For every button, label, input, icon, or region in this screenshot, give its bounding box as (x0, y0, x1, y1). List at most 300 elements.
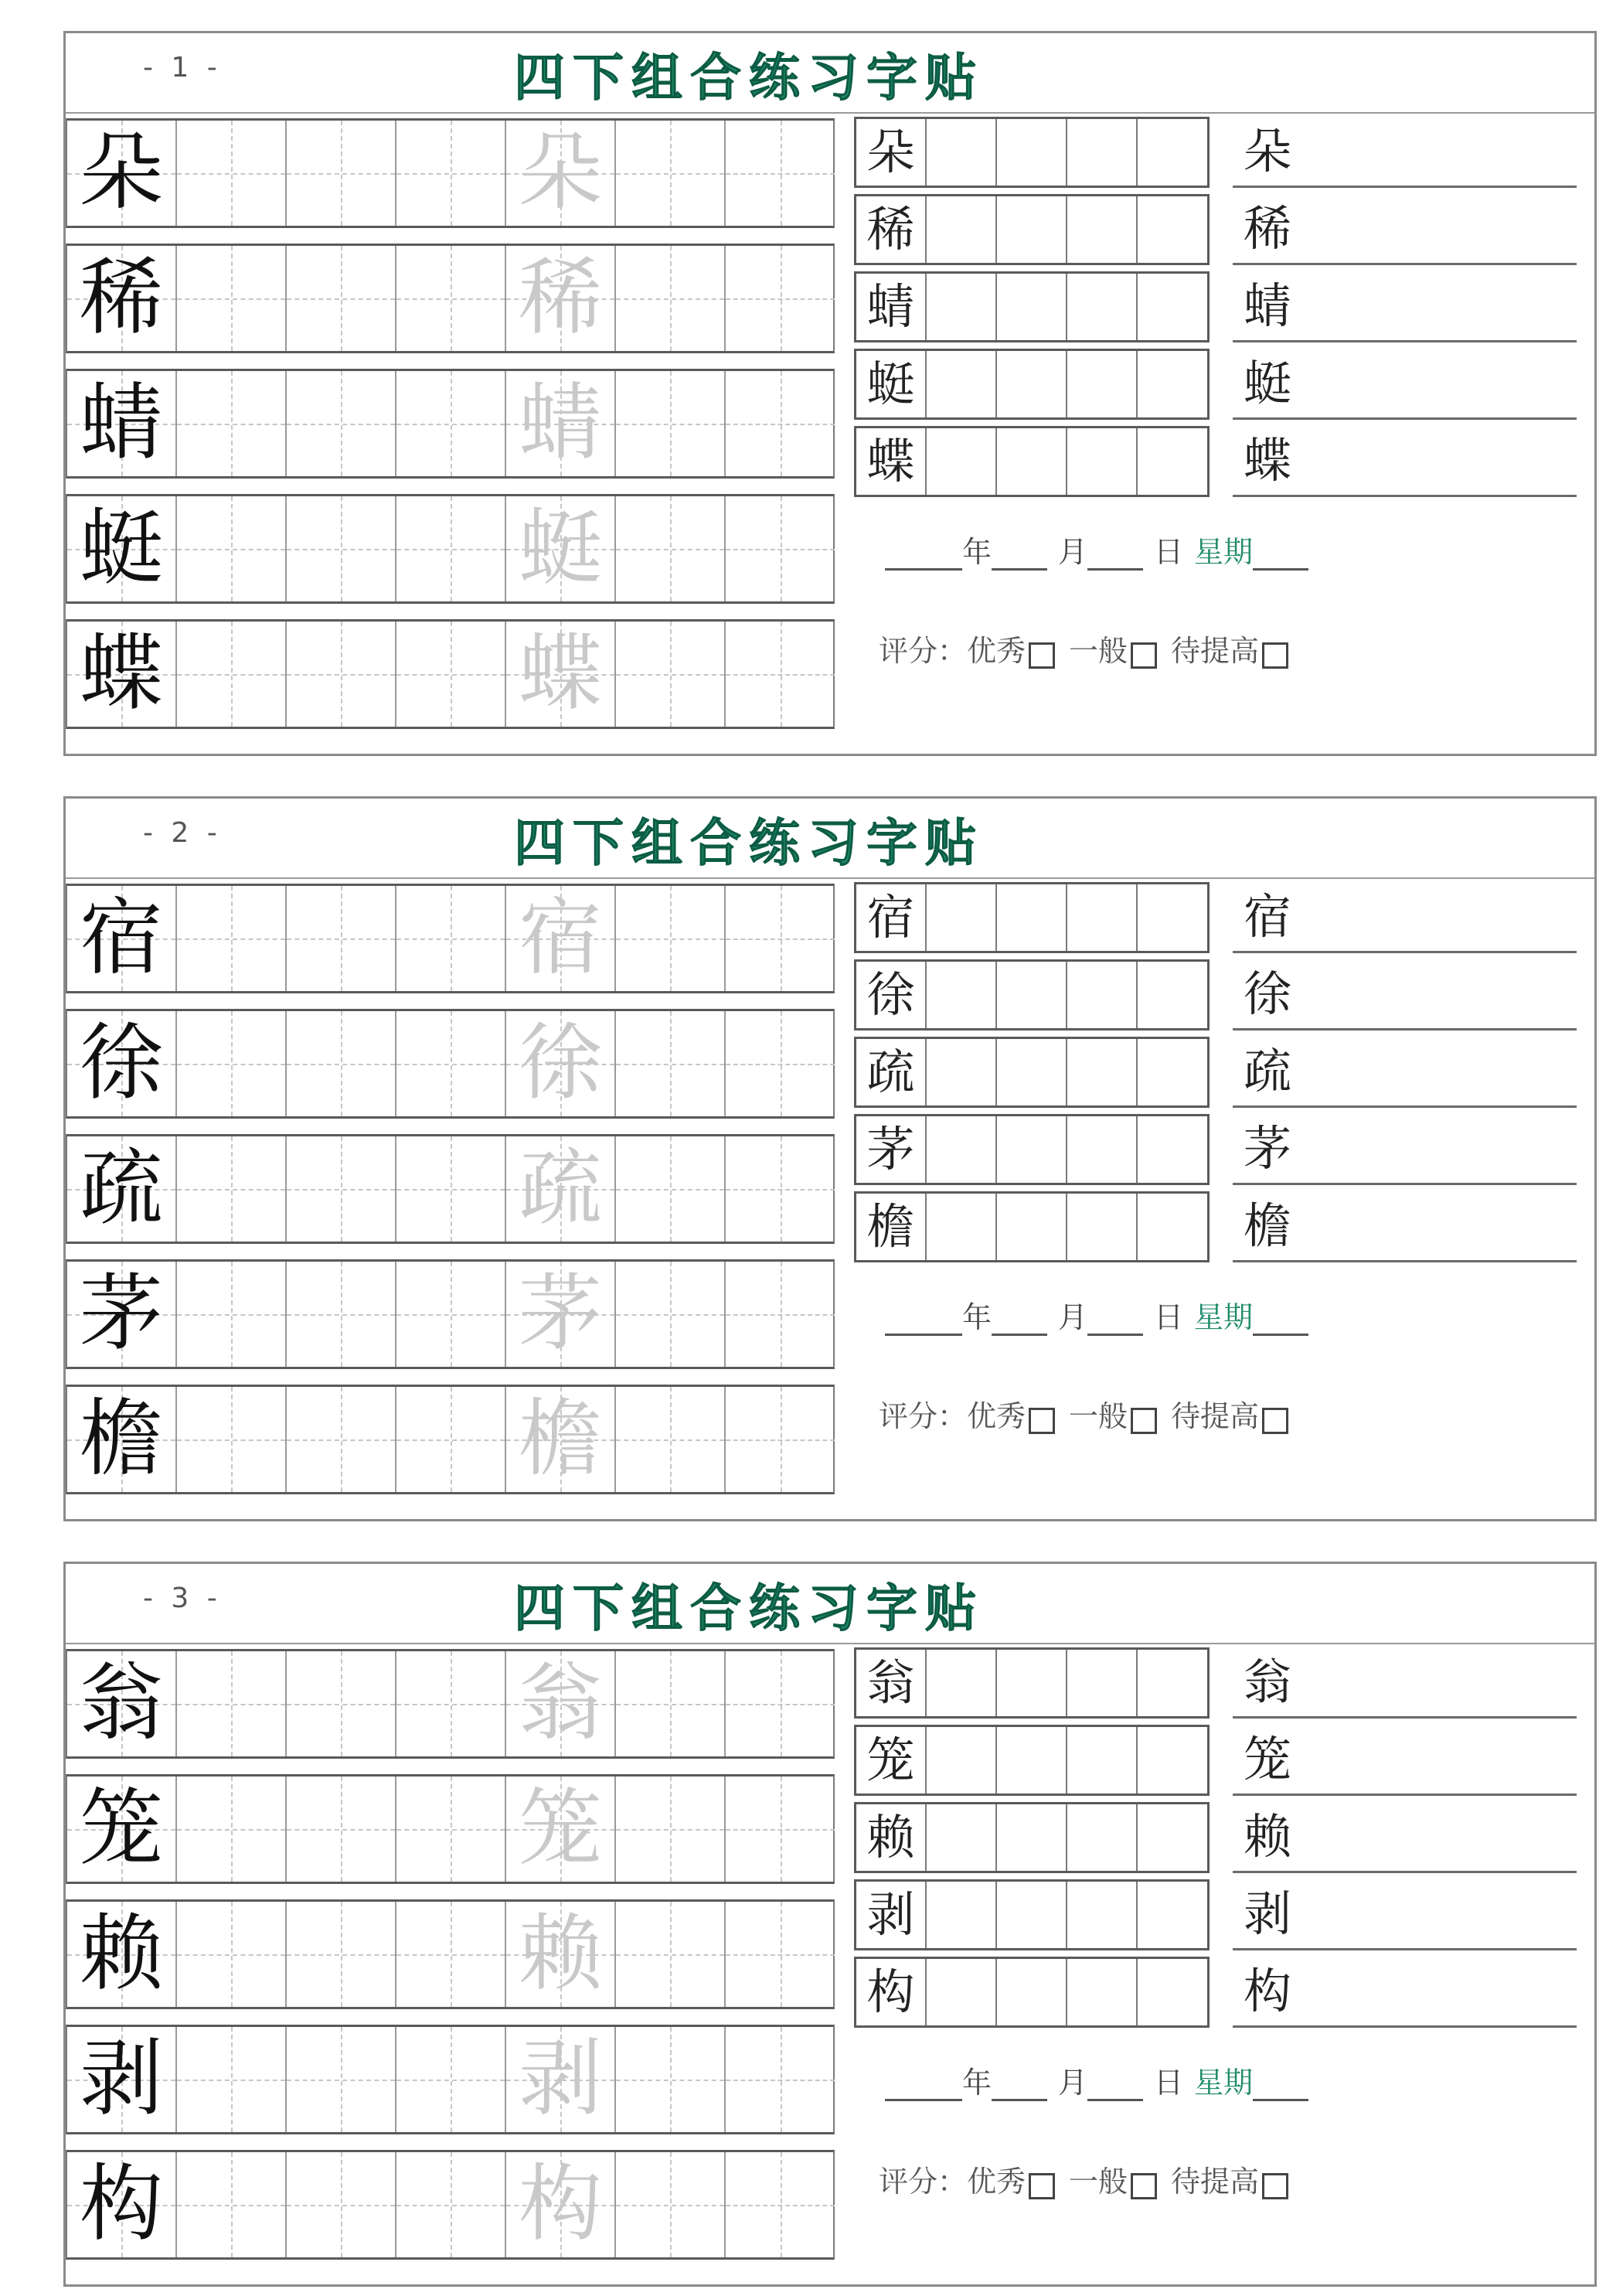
writing-line[interactable] (1233, 1114, 1577, 1185)
improve-label: 待提高 (1171, 634, 1260, 668)
small-blank-cell[interactable] (1067, 962, 1138, 1028)
blank-practice-cell[interactable] (616, 1262, 726, 1367)
trace-char-cell (506, 1387, 616, 1492)
practice-row (66, 1774, 835, 1884)
small-blank-cell[interactable] (927, 1116, 997, 1183)
writing-line[interactable] (1233, 959, 1577, 1030)
month-blank[interactable] (992, 2068, 1047, 2101)
small-grid-row (854, 426, 1210, 497)
practice-row (66, 1385, 835, 1494)
small-model-cell (856, 1804, 927, 1871)
blank-practice-cell[interactable] (177, 1902, 287, 2007)
blank-practice-cell[interactable] (396, 1902, 506, 2007)
blank-practice-cell[interactable] (616, 1902, 726, 2007)
weekday-blank[interactable] (1253, 2068, 1308, 2101)
blank-practice-cell[interactable] (177, 121, 287, 226)
blank-practice-cell[interactable] (616, 2152, 726, 2257)
small-blank-cell[interactable] (997, 1882, 1067, 1948)
model-char-cell (67, 1902, 177, 2007)
blank-practice-cell[interactable] (726, 1651, 835, 1756)
small-model-cell (856, 428, 927, 495)
blank-practice-cell[interactable] (616, 1136, 726, 1242)
model-char-cell (67, 1262, 177, 1367)
small-blank-cell[interactable] (927, 884, 997, 951)
writing-line-character: 蜻 (1244, 278, 1292, 334)
score-label: 评分： (879, 634, 968, 668)
small-blank-cell[interactable] (927, 1804, 997, 1871)
writing-line-character: 茅 (1244, 1120, 1292, 1177)
blank-practice-cell[interactable] (177, 2027, 287, 2132)
month-label: 月 (1058, 2066, 1088, 2100)
day-blank[interactable] (1087, 537, 1143, 571)
practice-row (66, 1259, 835, 1369)
small-model-cell (856, 274, 927, 340)
practice-row (66, 244, 835, 353)
small-blank-cell[interactable] (1067, 196, 1138, 263)
model-character: 构 (79, 2156, 163, 2253)
improve-checkbox[interactable] (1262, 642, 1288, 669)
small-model-character: 笼 (866, 1732, 915, 1788)
month-blank[interactable] (992, 537, 1047, 571)
small-model-character: 朵 (866, 124, 915, 180)
small-model-cell (856, 351, 927, 417)
excellent-label: 优秀 (967, 634, 1026, 668)
small-blank-cell[interactable] (1138, 351, 1207, 417)
trace-character: 徐 (518, 1015, 602, 1112)
trace-character: 蝶 (518, 625, 602, 722)
blank-practice-cell[interactable] (726, 1902, 835, 2007)
blank-practice-cell[interactable] (177, 622, 287, 727)
model-character: 蜻 (79, 375, 163, 472)
writing-line-character: 檐 (1244, 1197, 1292, 1254)
blank-practice-cell[interactable] (177, 2152, 287, 2257)
blank-practice-cell[interactable] (616, 1777, 726, 1882)
small-blank-cell[interactable] (997, 1804, 1067, 1871)
date-line (885, 2059, 1308, 2101)
small-grid-row (854, 882, 1210, 953)
improve-checkbox[interactable] (1262, 1408, 1288, 1434)
title-divider (66, 1643, 1594, 1644)
blank-practice-cell[interactable] (616, 2027, 726, 2132)
blank-practice-cell[interactable] (287, 371, 396, 476)
small-blank-cell[interactable] (997, 196, 1067, 263)
blank-practice-cell[interactable] (616, 371, 726, 476)
excellent-checkbox[interactable] (1029, 2173, 1055, 2199)
improve-label: 待提高 (1171, 1399, 1260, 1433)
blank-practice-cell[interactable] (726, 886, 835, 991)
small-blank-cell[interactable] (1138, 1727, 1207, 1794)
blank-practice-cell[interactable] (726, 1136, 835, 1242)
small-grid-row (854, 1037, 1210, 1108)
section-title: 四下组合练习字贴 (514, 1579, 984, 1638)
writing-line[interactable] (1233, 117, 1577, 188)
writing-line[interactable] (1233, 1647, 1577, 1719)
average-checkbox[interactable] (1131, 642, 1157, 669)
small-blank-cell[interactable] (927, 962, 997, 1028)
small-blank-cell[interactable] (1067, 1116, 1138, 1183)
blank-practice-cell[interactable] (726, 622, 835, 727)
blank-practice-cell[interactable] (616, 1011, 726, 1116)
writing-line[interactable] (1233, 882, 1577, 953)
trace-character: 蜻 (518, 375, 602, 472)
small-blank-cell[interactable] (997, 962, 1067, 1028)
blank-practice-cell[interactable] (287, 1902, 396, 2007)
trace-character: 朵 (518, 124, 602, 221)
small-blank-cell[interactable] (927, 1727, 997, 1794)
weekday-blank[interactable] (1253, 537, 1308, 571)
model-char-cell (67, 886, 177, 991)
blank-practice-cell[interactable] (287, 246, 396, 351)
blank-practice-cell[interactable] (396, 496, 506, 601)
practice-row (66, 2150, 835, 2260)
model-char-cell (67, 2027, 177, 2132)
small-blank-cell[interactable] (1138, 1039, 1207, 1105)
year-blank[interactable] (885, 537, 962, 571)
small-grid-row (854, 1725, 1210, 1796)
practice-row (66, 2025, 835, 2134)
model-char-cell (67, 246, 177, 351)
blank-practice-cell[interactable] (177, 1651, 287, 1756)
trace-char-cell (506, 371, 616, 476)
small-blank-cell[interactable] (997, 884, 1067, 951)
day-blank[interactable] (1087, 1303, 1143, 1336)
writing-line[interactable] (1233, 1191, 1577, 1262)
small-model-character: 构 (866, 1964, 915, 2020)
trace-char-cell (506, 2027, 616, 2132)
small-blank-cell[interactable] (1138, 1650, 1207, 1716)
small-blank-cell[interactable] (997, 1116, 1067, 1183)
practice-row (66, 118, 835, 228)
model-char-cell (67, 1387, 177, 1492)
blank-practice-cell[interactable] (396, 2152, 506, 2257)
small-blank-cell[interactable] (1067, 1727, 1138, 1794)
small-grid-row (854, 1957, 1210, 2028)
small-blank-cell[interactable] (1138, 1882, 1207, 1948)
section-number: - 1 - (143, 52, 222, 83)
small-blank-cell[interactable] (997, 1194, 1067, 1260)
day-label: 日 (1154, 535, 1184, 569)
average-label: 一般 (1069, 1399, 1128, 1433)
small-blank-cell[interactable] (1067, 884, 1138, 951)
writing-line[interactable] (1233, 1957, 1577, 2028)
small-blank-cell[interactable] (1138, 428, 1207, 495)
blank-practice-cell[interactable] (726, 2152, 835, 2257)
small-blank-cell[interactable] (1138, 1804, 1207, 1871)
small-grid-row (854, 1647, 1210, 1719)
small-grid-row (854, 349, 1210, 420)
year-label: 年 (962, 1300, 992, 1334)
writing-line[interactable] (1233, 1037, 1577, 1108)
trace-char-cell (506, 1651, 616, 1756)
day-blank[interactable] (1087, 2068, 1143, 2101)
month-label: 月 (1058, 535, 1088, 569)
worksheet-section (63, 796, 1597, 1521)
model-character: 剥 (79, 2031, 163, 2127)
small-blank-cell[interactable] (927, 274, 997, 340)
blank-practice-cell[interactable] (616, 886, 726, 991)
small-blank-cell[interactable] (1138, 274, 1207, 340)
blank-practice-cell[interactable] (396, 886, 506, 991)
model-char-cell (67, 622, 177, 727)
small-blank-cell[interactable] (927, 1882, 997, 1948)
blank-practice-cell[interactable] (177, 246, 287, 351)
improve-label: 待提高 (1171, 2165, 1260, 2199)
score-line (879, 2158, 1302, 2200)
blank-practice-cell[interactable] (287, 1777, 396, 1882)
small-blank-cell[interactable] (997, 351, 1067, 417)
small-model-character: 蝶 (866, 433, 915, 489)
model-character: 徐 (79, 1015, 163, 1112)
blank-practice-cell[interactable] (396, 1262, 506, 1367)
blank-practice-cell[interactable] (616, 121, 726, 226)
small-blank-cell[interactable] (1138, 1116, 1207, 1183)
writing-line-character: 蝶 (1244, 432, 1292, 489)
blank-practice-cell[interactable] (287, 886, 396, 991)
model-character: 蜓 (79, 500, 163, 597)
model-character: 檐 (79, 1391, 163, 1487)
writing-line[interactable] (1233, 194, 1577, 265)
blank-practice-cell[interactable] (726, 1387, 835, 1492)
year-blank[interactable] (885, 2068, 962, 2101)
score-line (879, 627, 1302, 669)
blank-practice-cell[interactable] (616, 1651, 726, 1756)
trace-character: 檐 (518, 1391, 602, 1487)
date-line (885, 528, 1308, 571)
blank-practice-cell[interactable] (177, 496, 287, 601)
small-blank-cell[interactable] (1138, 884, 1207, 951)
small-blank-cell[interactable] (997, 1727, 1067, 1794)
blank-practice-cell[interactable] (396, 1136, 506, 1242)
small-blank-cell[interactable] (1138, 1959, 1207, 2025)
blank-practice-cell[interactable] (177, 1262, 287, 1367)
blank-practice-cell[interactable] (287, 622, 396, 727)
model-character: 蝶 (79, 625, 163, 722)
writing-line[interactable] (1233, 426, 1577, 497)
small-blank-cell[interactable] (927, 1194, 997, 1260)
weekday-label: 星期 (1194, 1300, 1254, 1334)
weekday-label: 星期 (1194, 2066, 1254, 2100)
small-model-cell (856, 1194, 927, 1260)
blank-practice-cell[interactable] (616, 622, 726, 727)
blank-practice-cell[interactable] (726, 1011, 835, 1116)
blank-practice-cell[interactable] (396, 1387, 506, 1492)
writing-line[interactable] (1233, 271, 1577, 342)
small-blank-cell[interactable] (927, 428, 997, 495)
small-grid-row (854, 959, 1210, 1030)
blank-practice-cell[interactable] (396, 1651, 506, 1756)
blank-practice-cell[interactable] (396, 121, 506, 226)
blank-practice-cell[interactable] (287, 1011, 396, 1116)
blank-practice-cell[interactable] (396, 2027, 506, 2132)
small-blank-cell[interactable] (1067, 1650, 1138, 1716)
small-blank-cell[interactable] (927, 119, 997, 186)
trace-char-cell (506, 496, 616, 601)
small-model-character: 徐 (866, 966, 915, 1023)
writing-line[interactable] (1233, 1802, 1577, 1873)
small-blank-cell[interactable] (997, 1650, 1067, 1716)
small-blank-cell[interactable] (997, 119, 1067, 186)
month-blank[interactable] (992, 1303, 1047, 1336)
small-blank-cell[interactable] (927, 196, 997, 263)
section-title: 四下组合练习字贴 (514, 813, 984, 873)
trace-character: 构 (518, 2156, 602, 2253)
blank-practice-cell[interactable] (396, 371, 506, 476)
small-blank-cell[interactable] (927, 1650, 997, 1716)
blank-practice-cell[interactable] (177, 886, 287, 991)
blank-practice-cell[interactable] (726, 1777, 835, 1882)
blank-practice-cell[interactable] (396, 1777, 506, 1882)
small-model-cell (856, 1959, 927, 2025)
score-label: 评分： (879, 2165, 968, 2199)
model-character: 赖 (79, 1906, 163, 2002)
blank-practice-cell[interactable] (616, 246, 726, 351)
trace-char-cell (506, 1262, 616, 1367)
writing-line[interactable] (1233, 1879, 1577, 1950)
small-model-character: 剥 (866, 1886, 915, 1943)
writing-line-character: 蜓 (1244, 355, 1292, 411)
trace-char-cell (506, 1777, 616, 1882)
title-divider (66, 877, 1594, 879)
small-model-character: 赖 (866, 1809, 915, 1865)
blank-practice-cell[interactable] (726, 371, 835, 476)
practice-row (66, 1899, 835, 2009)
writing-line[interactable] (1233, 1725, 1577, 1796)
year-blank[interactable] (885, 1303, 962, 1336)
small-blank-cell[interactable] (1138, 962, 1207, 1028)
small-blank-cell[interactable] (997, 274, 1067, 340)
small-blank-cell[interactable] (1067, 1194, 1138, 1260)
writing-line-character: 朵 (1244, 123, 1292, 179)
small-blank-cell[interactable] (1067, 119, 1138, 186)
blank-practice-cell[interactable] (287, 1651, 396, 1756)
small-blank-cell[interactable] (1138, 119, 1207, 186)
trace-character: 翁 (518, 1655, 602, 1752)
model-character: 稀 (79, 250, 163, 346)
small-model-cell (856, 1039, 927, 1105)
model-character: 翁 (79, 1655, 163, 1752)
blank-practice-cell[interactable] (287, 121, 396, 226)
writing-line-character: 徐 (1244, 966, 1292, 1022)
blank-practice-cell[interactable] (287, 1262, 396, 1367)
writing-line-character: 稀 (1244, 200, 1292, 257)
writing-line-character: 构 (1244, 1963, 1292, 2019)
small-blank-cell[interactable] (1067, 274, 1138, 340)
writing-line[interactable] (1233, 349, 1577, 420)
small-model-cell (856, 884, 927, 951)
practice-row (66, 494, 835, 604)
blank-practice-cell[interactable] (396, 1011, 506, 1116)
writing-line-character: 翁 (1244, 1654, 1292, 1710)
small-grid-row (854, 1114, 1210, 1185)
trace-char-cell (506, 1011, 616, 1116)
excellent-checkbox[interactable] (1029, 1408, 1055, 1434)
model-character: 宿 (79, 890, 163, 986)
improve-checkbox[interactable] (1262, 2173, 1288, 2199)
small-blank-cell[interactable] (997, 1039, 1067, 1105)
practice-row (66, 1649, 835, 1759)
trace-character: 疏 (518, 1140, 602, 1237)
blank-practice-cell[interactable] (396, 246, 506, 351)
excellent-label: 优秀 (967, 2165, 1026, 2199)
blank-practice-cell[interactable] (616, 1387, 726, 1492)
model-character: 朵 (79, 124, 163, 221)
small-blank-cell[interactable] (997, 1959, 1067, 2025)
blank-practice-cell[interactable] (177, 371, 287, 476)
trace-character: 笼 (518, 1780, 602, 1877)
small-grid-row (854, 1879, 1210, 1950)
small-blank-cell[interactable] (1067, 1959, 1138, 2025)
blank-practice-cell[interactable] (726, 246, 835, 351)
model-char-cell (67, 2152, 177, 2257)
small-model-character: 翁 (866, 1654, 915, 1711)
average-checkbox[interactable] (1131, 1408, 1157, 1434)
blank-practice-cell[interactable] (726, 1262, 835, 1367)
model-char-cell (67, 1777, 177, 1882)
trace-char-cell (506, 1136, 616, 1242)
small-blank-cell[interactable] (1067, 1804, 1138, 1871)
blank-practice-cell[interactable] (287, 2027, 396, 2132)
blank-practice-cell[interactable] (726, 496, 835, 601)
date-line (885, 1293, 1308, 1336)
blank-practice-cell[interactable] (287, 1387, 396, 1492)
year-label: 年 (962, 535, 992, 569)
small-blank-cell[interactable] (1067, 1882, 1138, 1948)
small-grid-row (854, 271, 1210, 342)
trace-character: 赖 (518, 1906, 602, 2002)
small-blank-cell[interactable] (1067, 351, 1138, 417)
small-model-cell (856, 1116, 927, 1183)
small-grid-row (854, 1191, 1210, 1262)
writing-line-character: 疏 (1244, 1043, 1292, 1099)
blank-practice-cell[interactable] (396, 622, 506, 727)
section-title: 四下组合练习字贴 (514, 48, 984, 107)
blank-practice-cell[interactable] (726, 2027, 835, 2132)
small-model-cell (856, 1882, 927, 1948)
small-blank-cell[interactable] (997, 428, 1067, 495)
blank-practice-cell[interactable] (177, 1777, 287, 1882)
blank-practice-cell[interactable] (177, 1136, 287, 1242)
small-blank-cell[interactable] (1138, 1194, 1207, 1260)
trace-char-cell (506, 246, 616, 351)
blank-practice-cell[interactable] (287, 2152, 396, 2257)
small-model-cell (856, 1727, 927, 1794)
trace-char-cell (506, 622, 616, 727)
small-blank-cell[interactable] (1067, 1039, 1138, 1105)
small-blank-cell[interactable] (927, 1959, 997, 2025)
small-blank-cell[interactable] (927, 351, 997, 417)
model-char-cell (67, 1651, 177, 1756)
model-character: 笼 (79, 1780, 163, 1877)
excellent-checkbox[interactable] (1029, 642, 1055, 669)
small-blank-cell[interactable] (927, 1039, 997, 1105)
blank-practice-cell[interactable] (287, 496, 396, 601)
blank-practice-cell[interactable] (177, 1011, 287, 1116)
trace-character: 茅 (518, 1266, 602, 1362)
average-checkbox[interactable] (1131, 2173, 1157, 2199)
blank-practice-cell[interactable] (616, 496, 726, 601)
small-blank-cell[interactable] (1067, 428, 1138, 495)
small-model-cell (856, 119, 927, 186)
small-model-character: 蜻 (866, 278, 915, 335)
weekday-blank[interactable] (1253, 1303, 1308, 1336)
blank-practice-cell[interactable] (177, 1387, 287, 1492)
blank-practice-cell[interactable] (287, 1136, 396, 1242)
writing-line-character: 赖 (1244, 1808, 1292, 1865)
small-model-cell (856, 962, 927, 1028)
small-grid-row (854, 194, 1210, 265)
blank-practice-cell[interactable] (726, 121, 835, 226)
small-blank-cell[interactable] (1138, 196, 1207, 263)
